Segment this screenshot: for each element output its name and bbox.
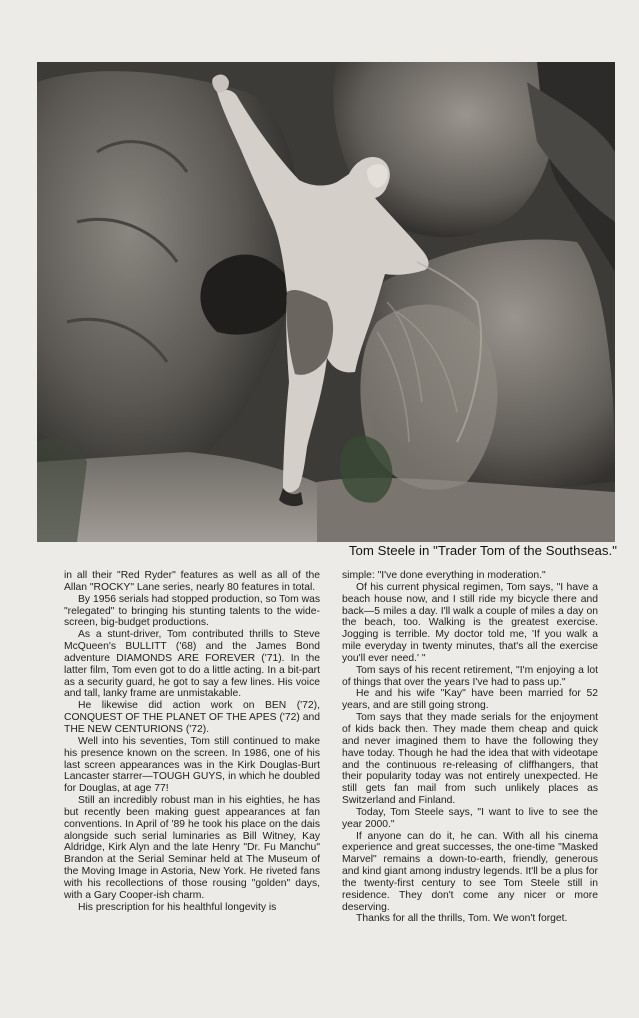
paragraph: By 1956 serials had stopped production, so Tom was "relegated" to bringing his stunting talents to the wide-screen, big-budget productions. bbox=[64, 593, 320, 629]
left-column bbox=[64, 570, 320, 913]
paragraph: Thanks for all the thrills, Tom. We won't forget. bbox=[356, 913, 568, 925]
paragraph: Today, Tom Steele says, "I want to live to see the year 2000." bbox=[342, 806, 598, 830]
paragraph: He and his wife "Kay" have been married for 52 years, and are still going strong. bbox=[342, 688, 598, 712]
paragraph: simple: "I've done everything in moderation." bbox=[342, 570, 546, 581]
paragraph: His prescription for his healthful longevity is bbox=[78, 901, 277, 913]
right-column bbox=[342, 570, 598, 925]
paragraph: Still an incredibly robust man in his eighties, he has but recently been making guest appearances at fan conventions. In April of '89 he took his place on the dais alongside such serial luminaries as Bill Witney, Kay Aldridge, Kirk Alyn and the late Henry "Dr. Fu Manchu" Brandon at the Serial Seminar held at The Museum of the Moving Image in Astoria, New York. He riveted fans with his recollections of those rousing "golden" days, with a Gary Cooper-ish charm. bbox=[64, 795, 320, 901]
paragraph: As a stunt-driver, Tom contributed thrills to Steve McQueen's BULLITT ('68) and the James Bond adventure DIAMONDS ARE FOREVER ('71). In the latter film, Tom even got to do a little acting. In a bit-part as a security guard, he got to say a few lines. His voice and tall, lanky frame are unmistakable. bbox=[64, 629, 320, 700]
paragraph: If anyone can do it, he can. With all his cinema experience and great successes, the one-time "Masked Marvel" remains a down-to-earth, friendly, generous and kind giant among industry legends. It'll be a plus for the twenty-first century to see Tom Steele still in residence. They don't come any nicer or more deserving. bbox=[342, 830, 598, 913]
paragraph: He likewise did action work on BEN ('72), CONQUEST OF THE PLANET OF THE APES ('72) and THE NEW CENTURIONS ('72). bbox=[64, 700, 320, 735]
paragraph: Tom says that they made serials for the enjoyment of kids back then. They made them cheap and quick and never imagined them to have the following they have today. Though he had the idea that with videotape and the continuous re-releasing of cliffhangers, that their popularity today was not entirely unexpected. He still gets fan mail from such unlikely places as Switzerland and Finland. bbox=[342, 712, 598, 807]
photograph bbox=[37, 62, 615, 542]
photo-caption: Tom Steele in "Trader Tom of the Southseas." bbox=[348, 543, 617, 558]
paragraph: in all their "Red Ryder" features as well as all of the Allan "ROCKY" Lane series, nearly 80 features in total. bbox=[64, 570, 320, 593]
paragraph: Well into his seventies, Tom still continued to make his presence known on the screen. In 1986, one of his last screen appearances was in the Kirk Douglas-Burt Lancaster starrer—TOUGH GUYS, in which he doubled for Douglas, at age 77! bbox=[64, 735, 320, 795]
paragraph: Of his current physical regimen, Tom says, "I have a beach house now, and I still ride my bicycle there and back—5 miles a day. I'll walk a couple of miles a day on the beach, too. Walking is the greatest exercise. Jogging is terrible. My doctor told me, 'If you walk a mile everyday in twenty minutes, that's all the exercise you'll ever need.' " bbox=[342, 581, 598, 664]
paragraph: Tom says of his recent retirement, "I'm enjoying a lot of things that over the years I've had to pass up." bbox=[342, 664, 598, 688]
photo-illustration bbox=[37, 62, 615, 542]
